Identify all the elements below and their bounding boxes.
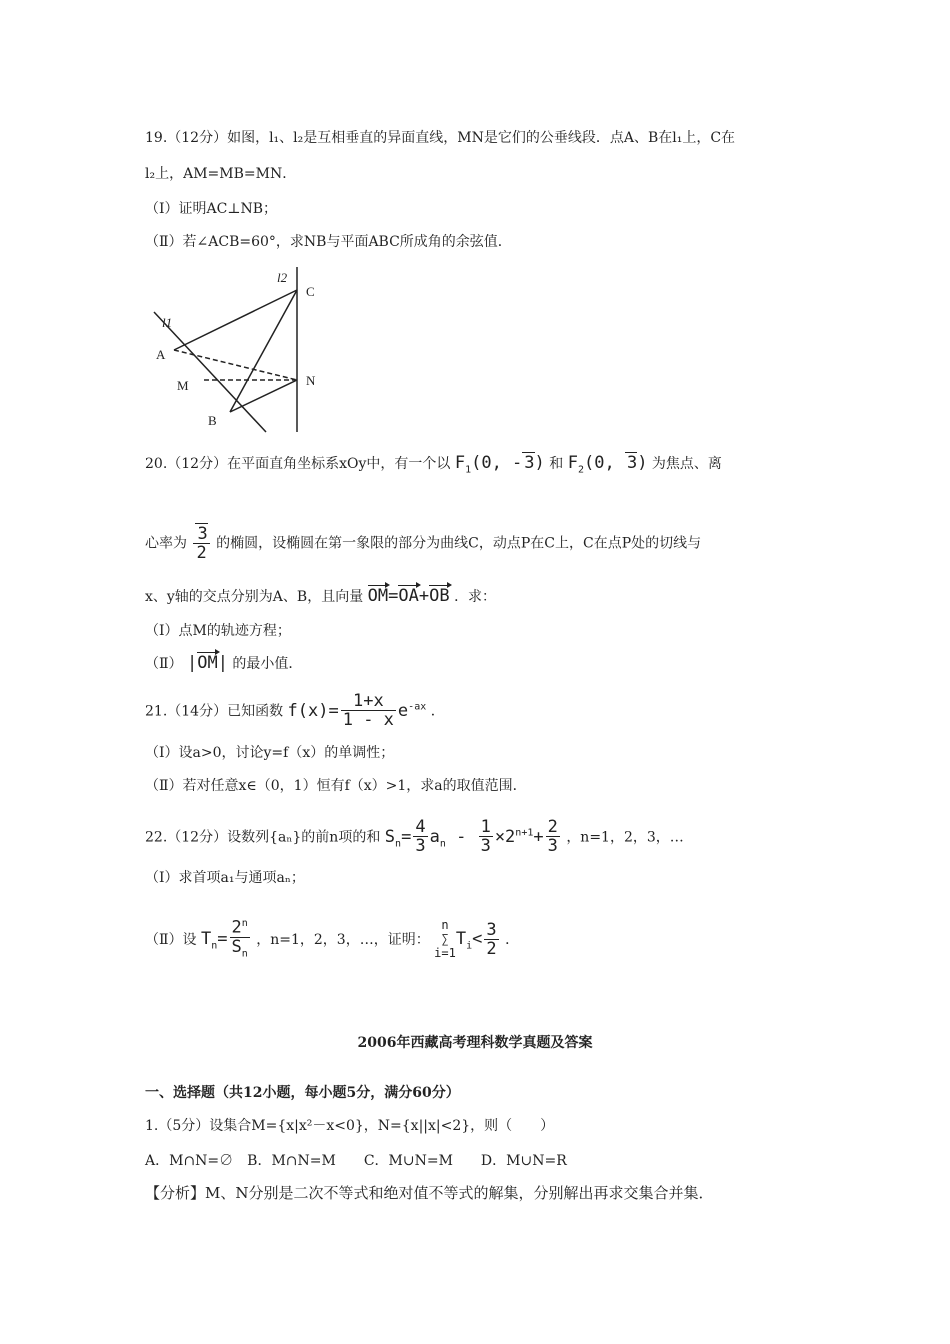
label-l1: l1 <box>162 315 173 330</box>
label-m: M <box>177 378 189 393</box>
vector-equation: OM=OA+OB <box>367 586 450 606</box>
sum-formula: $S_n=$ $\frac{4}{3}$ $a_n$ - $\frac{1}{3}$ $\times 2^{n+1}+$ $\frac{2}{3}$ <box>384 817 558 856</box>
q20-part1: （Ⅰ）点M的轨迹方程； <box>145 623 291 639</box>
eccentricity-fraction: $\frac{3}{2}$ <box>193 525 209 562</box>
q19-part1: （Ⅰ）证明AC⊥NB； <box>145 201 278 217</box>
label-c: C <box>306 284 315 299</box>
label-b: B <box>208 413 217 428</box>
q1-analysis: 【分析】M、N分别是二次不等式和绝对值不等式的解集，分别解出再求交集合并集． <box>145 1184 714 1202</box>
vector-magnitude: |OM| <box>186 653 228 673</box>
section-heading: 一、选择题（共12小题，每小题5分，满分60分） <box>145 1085 460 1101</box>
q19-line1: 19.（12分）如图，l₁、l₂是互相垂直的异面直线，MN是它们的公垂线段．点A、B在l₁上，C在 <box>145 130 736 146</box>
q20-part2: （Ⅱ） |OM| 的最小值． <box>145 653 303 673</box>
function-f: f(x)= $\frac{1+x}{1 - x}$ $e^{-ax}$ <box>287 691 427 730</box>
q22-part1: （Ⅰ）求首项a₁与通项aₙ； <box>145 870 305 886</box>
t-definition: $T_n=$ $\frac{2^n}{S_n}$ <box>201 929 252 949</box>
page-title: 2006年西藏高考理科数学真题及答案 <box>357 1035 593 1051</box>
q20-line2: 心率为 $\frac{3}{2}$ 的椭圆，设椭圆在第一象限的部分为曲线C，动点P在C上，C在点P处的切线与 <box>145 524 702 563</box>
focus-f1: $F_1(0$, - 3) <box>454 453 545 476</box>
segment-bc <box>230 290 297 412</box>
q22-part2: （Ⅱ）设 $T_n=$ $\frac{2^n}{S_n}$ ，n=1，2，3，…，证明： n ∑ $i=1T_i<$ $\frac{3}{2}$ ． <box>145 915 519 963</box>
q1-options: A．M∩N=∅ B．M∩N=M C．M∪N=M D．M∪N=R <box>145 1153 567 1169</box>
label-a: A <box>156 347 166 362</box>
label-l2: l2 <box>277 270 288 285</box>
q20-line1: 20.（12分）在平面直角坐标系xOy中，有一个以 $F_1(0$, - 3) 和 $F_2(0$, 3) 为焦点、离 <box>145 453 722 476</box>
focus-f2: $F_2(0$, 3) <box>567 453 648 476</box>
q21-line: 21.（14分）已知函数 f(x)= $\frac{1+x}{1 - x}$ $e^{-ax}$ ． <box>145 691 445 730</box>
q19-figure <box>140 262 340 434</box>
q19-part2: （Ⅱ）若∠ACB=60°，求NB与平面ABC所成角的余弦值． <box>145 234 512 250</box>
segment-ac <box>174 290 297 350</box>
q21-part1: （Ⅰ）设a>0，讨论y=f（x）的单调性； <box>145 745 395 761</box>
segment-an <box>174 350 297 380</box>
label-n: N <box>306 373 316 388</box>
segment-bn <box>230 380 297 412</box>
inequality: n ∑ $i=1T_i<$ $\frac{3}{2}$ <box>434 918 497 961</box>
q1-text: 1.（5分）设集合M={x|x²－x<0}，N={x||x|<2}，则（ ） <box>145 1118 555 1134</box>
q19-line2: l₂上，AM=MB=MN． <box>145 166 297 182</box>
q20-line3: x、y轴的交点分别为A、B，且向量 OM=OA+OB ．求： <box>145 586 497 606</box>
q22-line: 22.（12分）设数列{aₙ}的前n项的和 $S_n=$ $\frac{4}{3}$ $a_n$ - $\frac{1}{3}$ $\times 2^{n+1}+$ $\frac{2}{3}$ ，n=1，2，3，… <box>145 817 684 856</box>
q21-part2: （Ⅱ）若对任意x∈（0，1）恒有f（x）>1，求a的取值范围． <box>145 778 527 794</box>
